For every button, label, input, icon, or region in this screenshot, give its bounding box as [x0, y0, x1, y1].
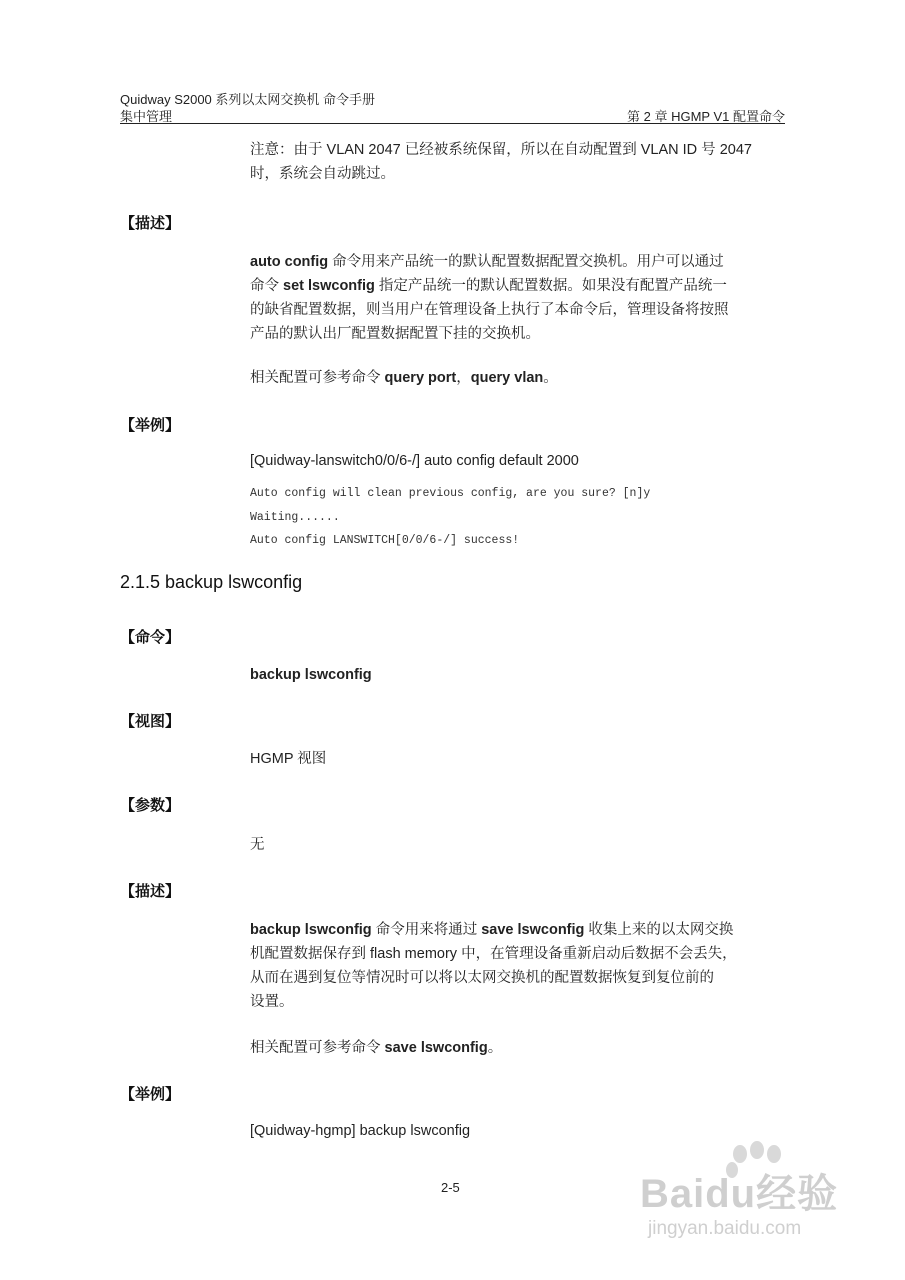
heading-example: 【举例】	[120, 417, 181, 434]
auto-config-description	[250, 250, 778, 346]
cmd-query-port: query port	[384, 370, 457, 386]
note-line-2: 时，系统会自动跳过。	[250, 166, 395, 182]
related-suffix: 。	[487, 1040, 503, 1056]
cmd-auto-config: auto config	[250, 254, 329, 270]
desc-text: 命令	[250, 278, 284, 294]
example-command: [Quidway-lanswitch0/0/6-/] auto config default 2000	[250, 453, 579, 469]
cmd-backup-lswconfig: backup lswconfig	[250, 922, 372, 938]
note-line-1: 注意：由于 VLAN 2047 已经被系统保留，所以在自动配置到 VLAN ID 号 2047	[250, 142, 752, 158]
section-title-backup-lswconfig: 2.1.5 backup lswconfig	[120, 572, 303, 592]
desc-text: 收集上来的以太网交换	[584, 922, 734, 938]
auto-config-related	[250, 366, 778, 390]
cmd-set-lswconfig: set lswconfig	[283, 278, 375, 294]
desc-text: 设置。	[250, 994, 294, 1010]
related-sep: ，	[456, 370, 471, 386]
desc-text: 命令用来产品统一的默认配置数据配置交换机。用户可以通过	[328, 254, 724, 270]
page-number: 2-5	[441, 1180, 460, 1195]
header-rule	[120, 123, 785, 124]
note-block	[250, 138, 780, 186]
cmd-save-lswconfig: save lswconfig	[384, 1040, 488, 1056]
watermark-url: jingyan.baidu.com	[648, 1218, 802, 1239]
watermark-brand: Baidu经验	[640, 1172, 839, 1216]
desc-text: 从而在遇到复位等情况时可以将以太网交换机的配置数据恢复到复位前的	[250, 970, 714, 986]
heading-parameters: 【参数】	[120, 797, 181, 814]
related-suffix: 。	[543, 370, 558, 386]
related-prefix: 相关配置可参考命令	[250, 1040, 385, 1056]
view-value: HGMP 视图	[250, 751, 327, 767]
backup-related	[250, 1036, 778, 1060]
example-output-line: Waiting......	[250, 511, 340, 524]
parameters-value: 无	[250, 837, 265, 853]
baidu-watermark	[640, 1140, 870, 1250]
desc-text: 机配置数据保存到 flash memory 中，在管理设备重新启动后数据不会丢失，	[250, 946, 737, 962]
related-prefix: 相关配置可参考命令	[250, 370, 385, 386]
cmd-save-lswconfig: save lswconfig	[481, 922, 585, 938]
example-output-line: Auto config LANSWITCH[0/0/6-/] success!	[250, 534, 520, 547]
heading-description: 【描述】	[120, 215, 181, 232]
desc-text: 指定产品统一的默认配置数据。如果没有配置产品统一	[374, 278, 727, 294]
desc-text: 命令用来将通过	[371, 922, 482, 938]
example-output-line: Auto config will clean previous config, are you sure? [n]y	[250, 487, 651, 500]
running-header-title: Quidway S2000 系列以太网交换机 命令手册	[120, 92, 376, 107]
desc-text: 产品的默认出厂配置数据配置下挂的交换机。	[250, 326, 540, 342]
heading-command: 【命令】	[120, 629, 181, 646]
backup-description	[250, 918, 778, 1014]
cmd-query-vlan: query vlan	[470, 370, 544, 386]
desc-text: 的缺省配置数据，则当用户在管理设备上执行了本命令后，管理设备将按照	[250, 302, 729, 318]
command-syntax: backup lswconfig	[250, 667, 372, 683]
heading-example: 【举例】	[120, 1086, 181, 1103]
example-command: [Quidway-hgmp] backup lswconfig	[250, 1123, 471, 1139]
running-header-chapter: 第 2 章 HGMP V1 配置命令	[627, 109, 785, 124]
heading-description: 【描述】	[120, 883, 181, 900]
heading-view: 【视图】	[120, 713, 181, 730]
running-header-section: 集中管理	[120, 109, 173, 124]
